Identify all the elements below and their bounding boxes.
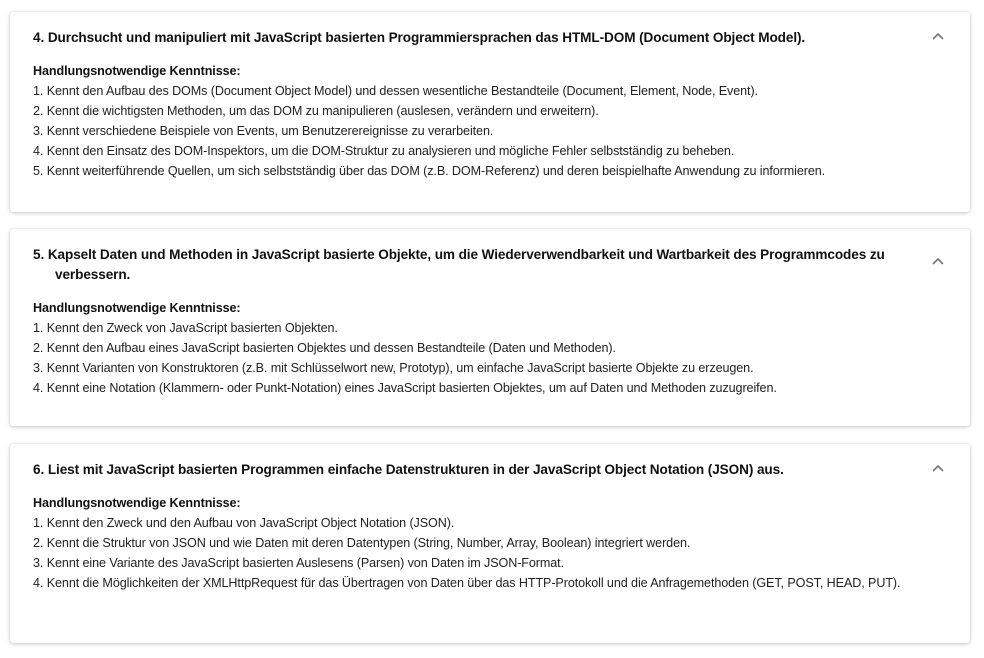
panel-title-text: Durchsucht und manipuliert mit JavaScript basierten Programmiersprachen das HTML-DOM (Document Object Model). [47, 30, 806, 45]
panel-body-6 [10, 494, 970, 593]
list-item: 3. Kennt verschiedene Beispiele von Events, um Benutzerereignisse zu verarbeiten. [33, 124, 494, 138]
panel-header-4[interactable] [10, 12, 970, 48]
list-item: 1. Kennt den Aufbau des DOMs (Document Object Model) und dessen wesentliche Bestandteile (Document, Element, Node, Event). [33, 84, 758, 98]
list-item: 3. Kennt eine Variante des JavaScript basierten Auslesens (Parsen) von Daten im JSON-Format. [33, 556, 564, 570]
list-item: 2. Kennt den Aufbau eines JavaScript basierten Objektes und dessen Bestandteile (Daten und Methoden). [33, 341, 616, 355]
chevron-up-icon[interactable] [928, 26, 948, 46]
knowledge-heading: Handlungsnotwendige Kenntnisse: [33, 301, 241, 315]
list-item: 4. Kennt eine Notation (Klammern- oder Punkt-Notation) eines JavaScript basierten Objektes, um auf Daten und Methoden zuzugreifen. [33, 381, 777, 395]
list-item: 1. Kennt den Zweck und den Aufbau von JavaScript Object Notation (JSON). [33, 516, 455, 530]
panel-header-5[interactable] [10, 229, 970, 285]
panel-title-text: Liest mit JavaScript basierten Programmen einfache Datenstrukturen in der JavaScript Object Notation (JSON) aus. [47, 462, 784, 477]
panel-number: 4. [33, 30, 45, 45]
chevron-up-icon[interactable] [928, 251, 948, 271]
panel-title-4 [33, 28, 910, 48]
panel-number: 6. [33, 462, 45, 477]
list-item: 2. Kennt die wichtigsten Methoden, um das DOM zu manipulieren (auslesen, verändern und erweitern). [33, 104, 599, 118]
panel-body-4 [10, 62, 970, 181]
panel-title-6 [33, 460, 910, 480]
knowledge-heading: Handlungsnotwendige Kenntnisse: [33, 496, 241, 510]
list-item: 4. Kennt den Einsatz des DOM-Inspektors, um die DOM-Struktur zu analysieren und mögliche Fehler selbstständig zu beheben. [33, 144, 735, 158]
expansion-panel-6 [10, 444, 970, 643]
panel-number: 5. [33, 247, 45, 262]
chevron-up-icon[interactable] [928, 458, 948, 478]
panel-body-5 [10, 299, 970, 398]
list-item: 2. Kennt die Struktur von JSON und wie Daten mit deren Datentypen (String, Number, Array, Boolean) integriert werden. [33, 536, 691, 550]
panel-header-6[interactable] [10, 444, 970, 480]
knowledge-list [33, 513, 947, 593]
panel-title-text: Kapselt Daten und Methoden in JavaScript basierte Objekte, um die Wiederverwendbarkeit und Wartbarkeit des Programmcodes zu verbessern. [47, 247, 885, 282]
list-item: 4. Kennt die Möglichkeiten der XMLHttpRequest für das Übertragen von Daten über das HTTP-Protokoll und die Anfragemethoden (GET, POST, HEAD, PUT). [33, 576, 901, 590]
expansion-panel-4 [10, 12, 970, 212]
knowledge-list [33, 81, 947, 181]
list-item: 5. Kennt weiterführende Quellen, um sich selbstständig über das DOM (z.B. DOM-Referenz) und deren beispielhafte Anwendung zu informieren. [33, 164, 826, 178]
expansion-panel-5 [10, 229, 970, 426]
list-item: 1. Kennt den Zweck von JavaScript basierten Objekten. [33, 321, 338, 335]
list-item: 3. Kennt Varianten von Konstruktoren (z.B. mit Schlüsselwort new, Prototyp), um einfache JavaScript basierte Objekte zu erzeugen. [33, 361, 754, 375]
panel-title-5 [33, 245, 910, 285]
knowledge-heading: Handlungsnotwendige Kenntnisse: [33, 64, 241, 78]
knowledge-list [33, 318, 947, 398]
